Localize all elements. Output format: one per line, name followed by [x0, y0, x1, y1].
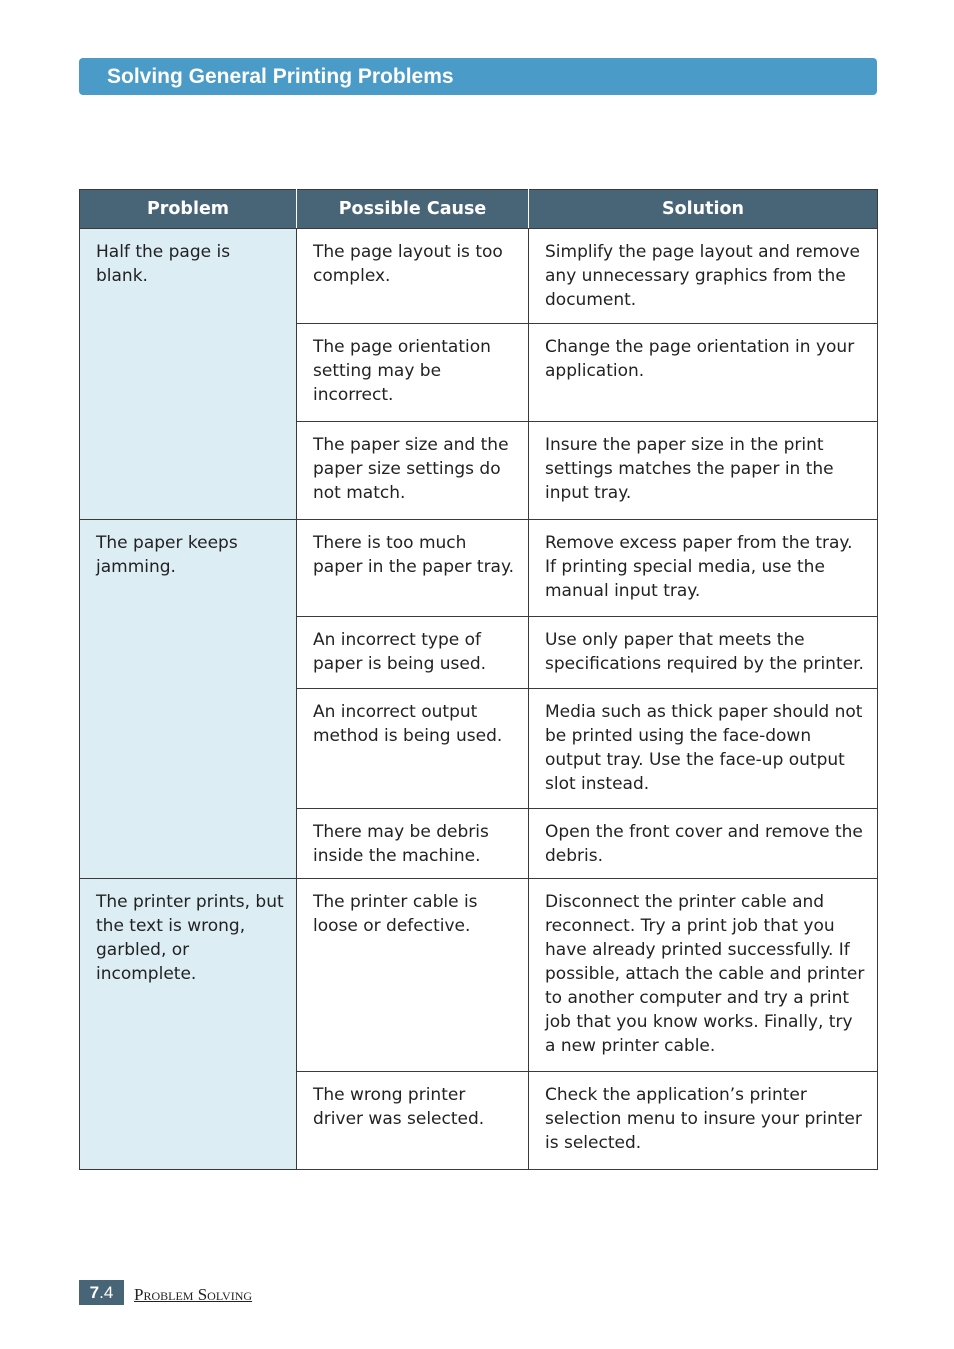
solution-cell: Remove excess paper from the tray. If printing special media, use the manual input tray. [529, 520, 878, 617]
troubleshooting-table [79, 189, 878, 1170]
cause-cell: The printer cable is loose or defective. [297, 879, 529, 1072]
cause-cell: The page layout is too complex. [297, 229, 529, 324]
cause-cell: An incorrect type of paper is being used. [297, 617, 529, 689]
column-header-problem: Problem [80, 190, 297, 229]
table-header-row [80, 190, 878, 229]
section-title: Solving General Printing Problems [107, 65, 454, 88]
cause-cell: The wrong printer driver was selected. [297, 1072, 529, 1170]
footer-section-name: Problem Solving [134, 1285, 253, 1304]
problem-cell: Half the page is blank. [80, 229, 297, 520]
cause-cell: The paper size and the paper size settings do not match. [297, 422, 529, 520]
solution-cell: Check the application’s printer selection menu to insure your printer is selected. [529, 1072, 878, 1170]
page-number-badge [79, 1280, 124, 1305]
cause-cell: The page orientation setting may be incorrect. [297, 324, 529, 422]
solution-cell: Simplify the page layout and remove any unnecessary graphics from the document. [529, 229, 878, 324]
cause-cell: There is too much paper in the paper tray. [297, 520, 529, 617]
column-header-solution: Solution [529, 190, 878, 229]
table-row [80, 229, 878, 324]
problem-cell: The printer prints, but the text is wrong, garbled, or incomplete. [80, 879, 297, 1170]
section-title-bar [79, 58, 877, 95]
solution-cell: Change the page orientation in your application. [529, 324, 878, 422]
cause-cell: There may be debris inside the machine. [297, 809, 529, 879]
solution-cell: Disconnect the printer cable and reconnect. Try a print job that you have already printed successfully. If possible, attach the cable and printer to another computer and try a print job that you know works. Finally, try a new printer cable. [529, 879, 878, 1072]
solution-cell: Insure the paper size in the print settings matches the paper in the input tray. [529, 422, 878, 520]
solution-cell: Media such as thick paper should not be printed using the face-down output tray. Use the face-up output slot instead. [529, 689, 878, 809]
table-row [80, 879, 878, 1072]
page-number: .4 [99, 1283, 114, 1302]
table-row [80, 520, 878, 617]
page-footer [79, 1280, 252, 1305]
cause-cell: An incorrect output method is being used. [297, 689, 529, 809]
column-header-cause: Possible Cause [297, 190, 529, 229]
problem-cell: The paper keeps jamming. [80, 520, 297, 879]
solution-cell: Use only paper that meets the specifications required by the printer. [529, 617, 878, 689]
solution-cell: Open the front cover and remove the debris. [529, 809, 878, 879]
chapter-number: 7 [89, 1283, 100, 1302]
